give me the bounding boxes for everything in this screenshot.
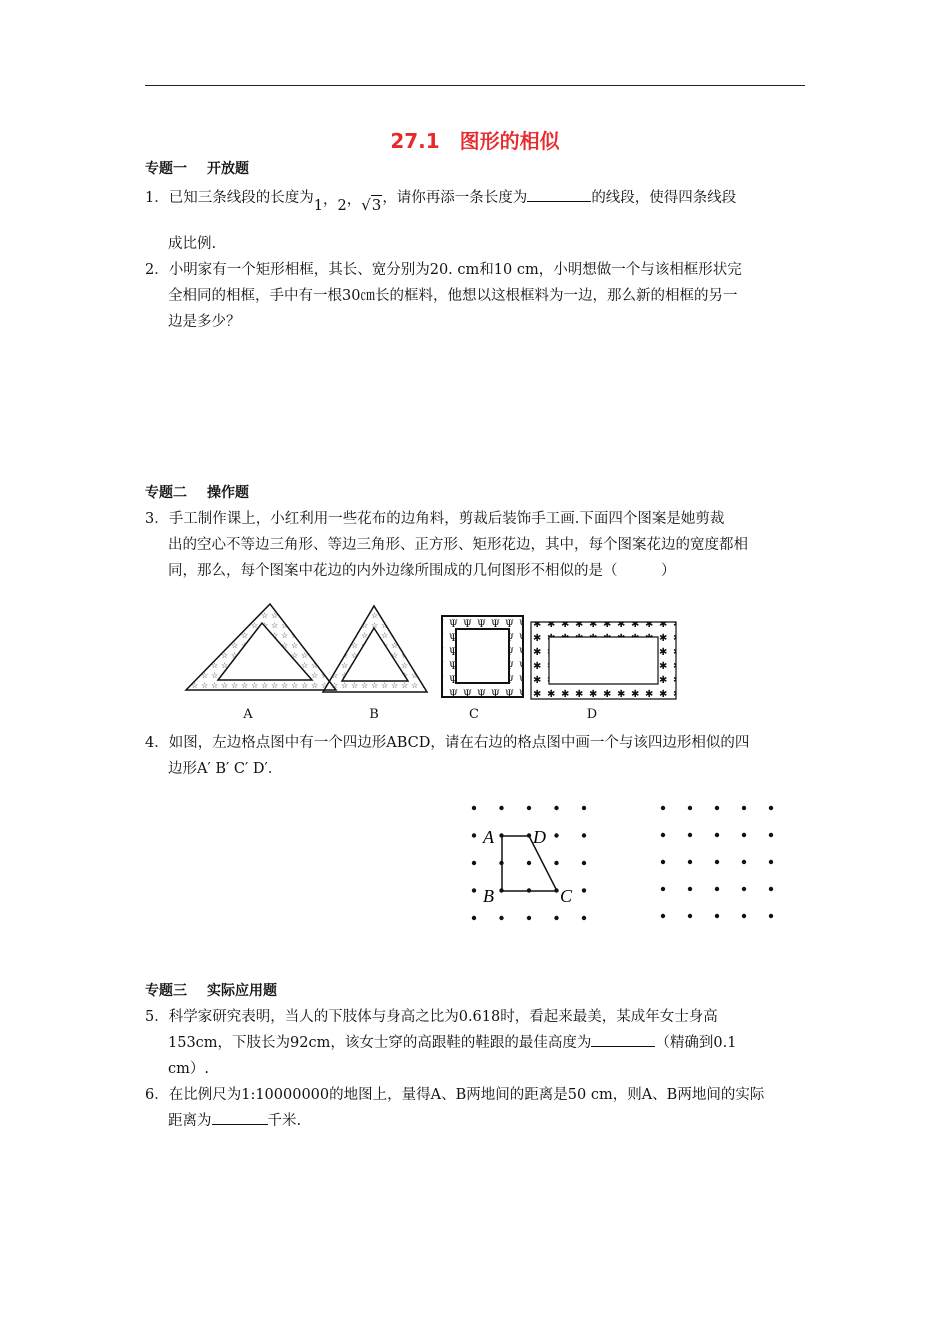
grid-dot	[554, 861, 558, 865]
q1-sqrt-3: √3	[361, 196, 382, 214]
grid-dot	[715, 833, 719, 837]
grid-dot	[769, 806, 773, 810]
grid-dot	[769, 833, 773, 837]
q1-value-1: 1	[313, 198, 323, 214]
grid-dot	[472, 916, 476, 920]
question-5-line-1: 5．科学家研究表明，当人的下肢体与身高之比为0.618时，看起来最美，某成年女士身高	[145, 1009, 718, 1025]
grid-dot	[661, 887, 665, 891]
grid-dot	[527, 806, 531, 810]
grid-dot	[661, 860, 665, 864]
option-d-label: D	[586, 707, 598, 722]
question-4-line-1: 4．如图，左边格点图中有一个四边形ABCD，请在右边的格点图中画一个与该四边形相似的四	[145, 735, 750, 751]
point-b-label: B	[483, 886, 494, 906]
option-c-label: C	[469, 707, 479, 722]
grid-dot	[472, 861, 476, 865]
grid-dot	[715, 887, 719, 891]
grid-dot	[527, 916, 531, 920]
grid-dot	[688, 914, 692, 918]
question-6-line-1: 6．在比例尺为1:10000000的地图上，量得A、B两地间的距离是50 cm，则A、B两地间的实际	[145, 1087, 765, 1103]
grid-dot	[661, 806, 665, 810]
grid-dot	[472, 806, 476, 810]
grid-dot	[769, 914, 773, 918]
section-heading-2: 专题二 操作题	[145, 485, 249, 501]
question-1-line-1: 1．已知三条线段的长度为1，2，√3，请你再添一条长度为 的线段，使得四条线段	[145, 186, 736, 207]
grid-dot	[472, 833, 476, 837]
grid-dot	[688, 860, 692, 864]
grid-dot	[472, 888, 476, 892]
grid-dot	[688, 806, 692, 810]
grid-dot	[527, 861, 531, 865]
grid-dot	[554, 916, 558, 920]
grid-dot	[715, 914, 719, 918]
point-c-label: C	[560, 886, 573, 906]
question-3-line-3: 同，那么，每个图案中花边的内外边缘所围成的几何图形不相似的是（ ）	[168, 563, 676, 579]
option-a-label: A	[243, 707, 253, 722]
grid-dot	[582, 861, 586, 865]
section-heading-1: 专题一 开放题	[145, 161, 249, 177]
grid-dot	[742, 806, 746, 810]
question-2-line-2: 全相同的相框，手中有一根30㎝长的框料，他想以这根框料为一边，那么新的相框的另一	[168, 288, 738, 304]
grid-dot	[742, 914, 746, 918]
grid-dot	[742, 833, 746, 837]
question-4-line-2: 边形A′ B′ C′ D′．	[168, 761, 283, 777]
q5-answer-blank[interactable]	[591, 1032, 655, 1047]
question-5-line-3: cm）.	[168, 1061, 209, 1077]
section-heading-3: 专题三 实际应用题	[145, 983, 277, 999]
question-6-line-2: 距离为 千米.	[168, 1109, 301, 1130]
grid-dot	[582, 806, 586, 810]
grid-dot	[582, 888, 586, 892]
grid-dot	[499, 806, 503, 810]
grid-dot	[661, 914, 665, 918]
option-b-label: B	[369, 707, 379, 722]
grid-dot	[769, 860, 773, 864]
grid-dot	[742, 860, 746, 864]
q6-answer-blank[interactable]	[212, 1110, 268, 1125]
grid-dot	[554, 833, 558, 837]
grid-dot	[769, 887, 773, 891]
right-dot-grid	[661, 806, 773, 918]
grid-dot	[688, 887, 692, 891]
question-5-line-2: 153cm，下肢长为92cm，该女士穿的高跟鞋的鞋跟的最佳高度为 （精确到0.1	[168, 1031, 736, 1052]
grid-dot	[582, 833, 586, 837]
question-2-line-3: 边是多少？	[168, 314, 241, 330]
question-1-line-2: 成比例.	[168, 236, 217, 252]
grid-dot	[742, 887, 746, 891]
grid-dot	[661, 833, 665, 837]
grid-dot	[715, 806, 719, 810]
title-text: 图形的相似	[459, 129, 560, 153]
q1-value-2: 2	[337, 198, 347, 214]
question-3-line-2: 出的空心不等边三角形、等边三角形、正方形、矩形花边，其中，每个图案花边的宽度都相	[168, 537, 748, 553]
point-a-label: A	[483, 827, 494, 847]
grid-dot	[688, 833, 692, 837]
point-d-label: D	[533, 827, 546, 847]
grid-dot	[582, 916, 586, 920]
grid-dot	[715, 860, 719, 864]
grid-dot	[554, 806, 558, 810]
question-2-line-1: 2．小明家有一个矩形相框，其长、宽分别为20. cm和10 cm，小明想做一个与该相框形状完	[145, 262, 742, 278]
question-3-line-1: 3．手工制作课上，小红利用一些花布的边角料，剪裁后装饰手工画.下面四个图案是她剪裁	[145, 511, 725, 527]
title-number: 27.1	[390, 129, 440, 153]
grid-dot	[499, 916, 503, 920]
